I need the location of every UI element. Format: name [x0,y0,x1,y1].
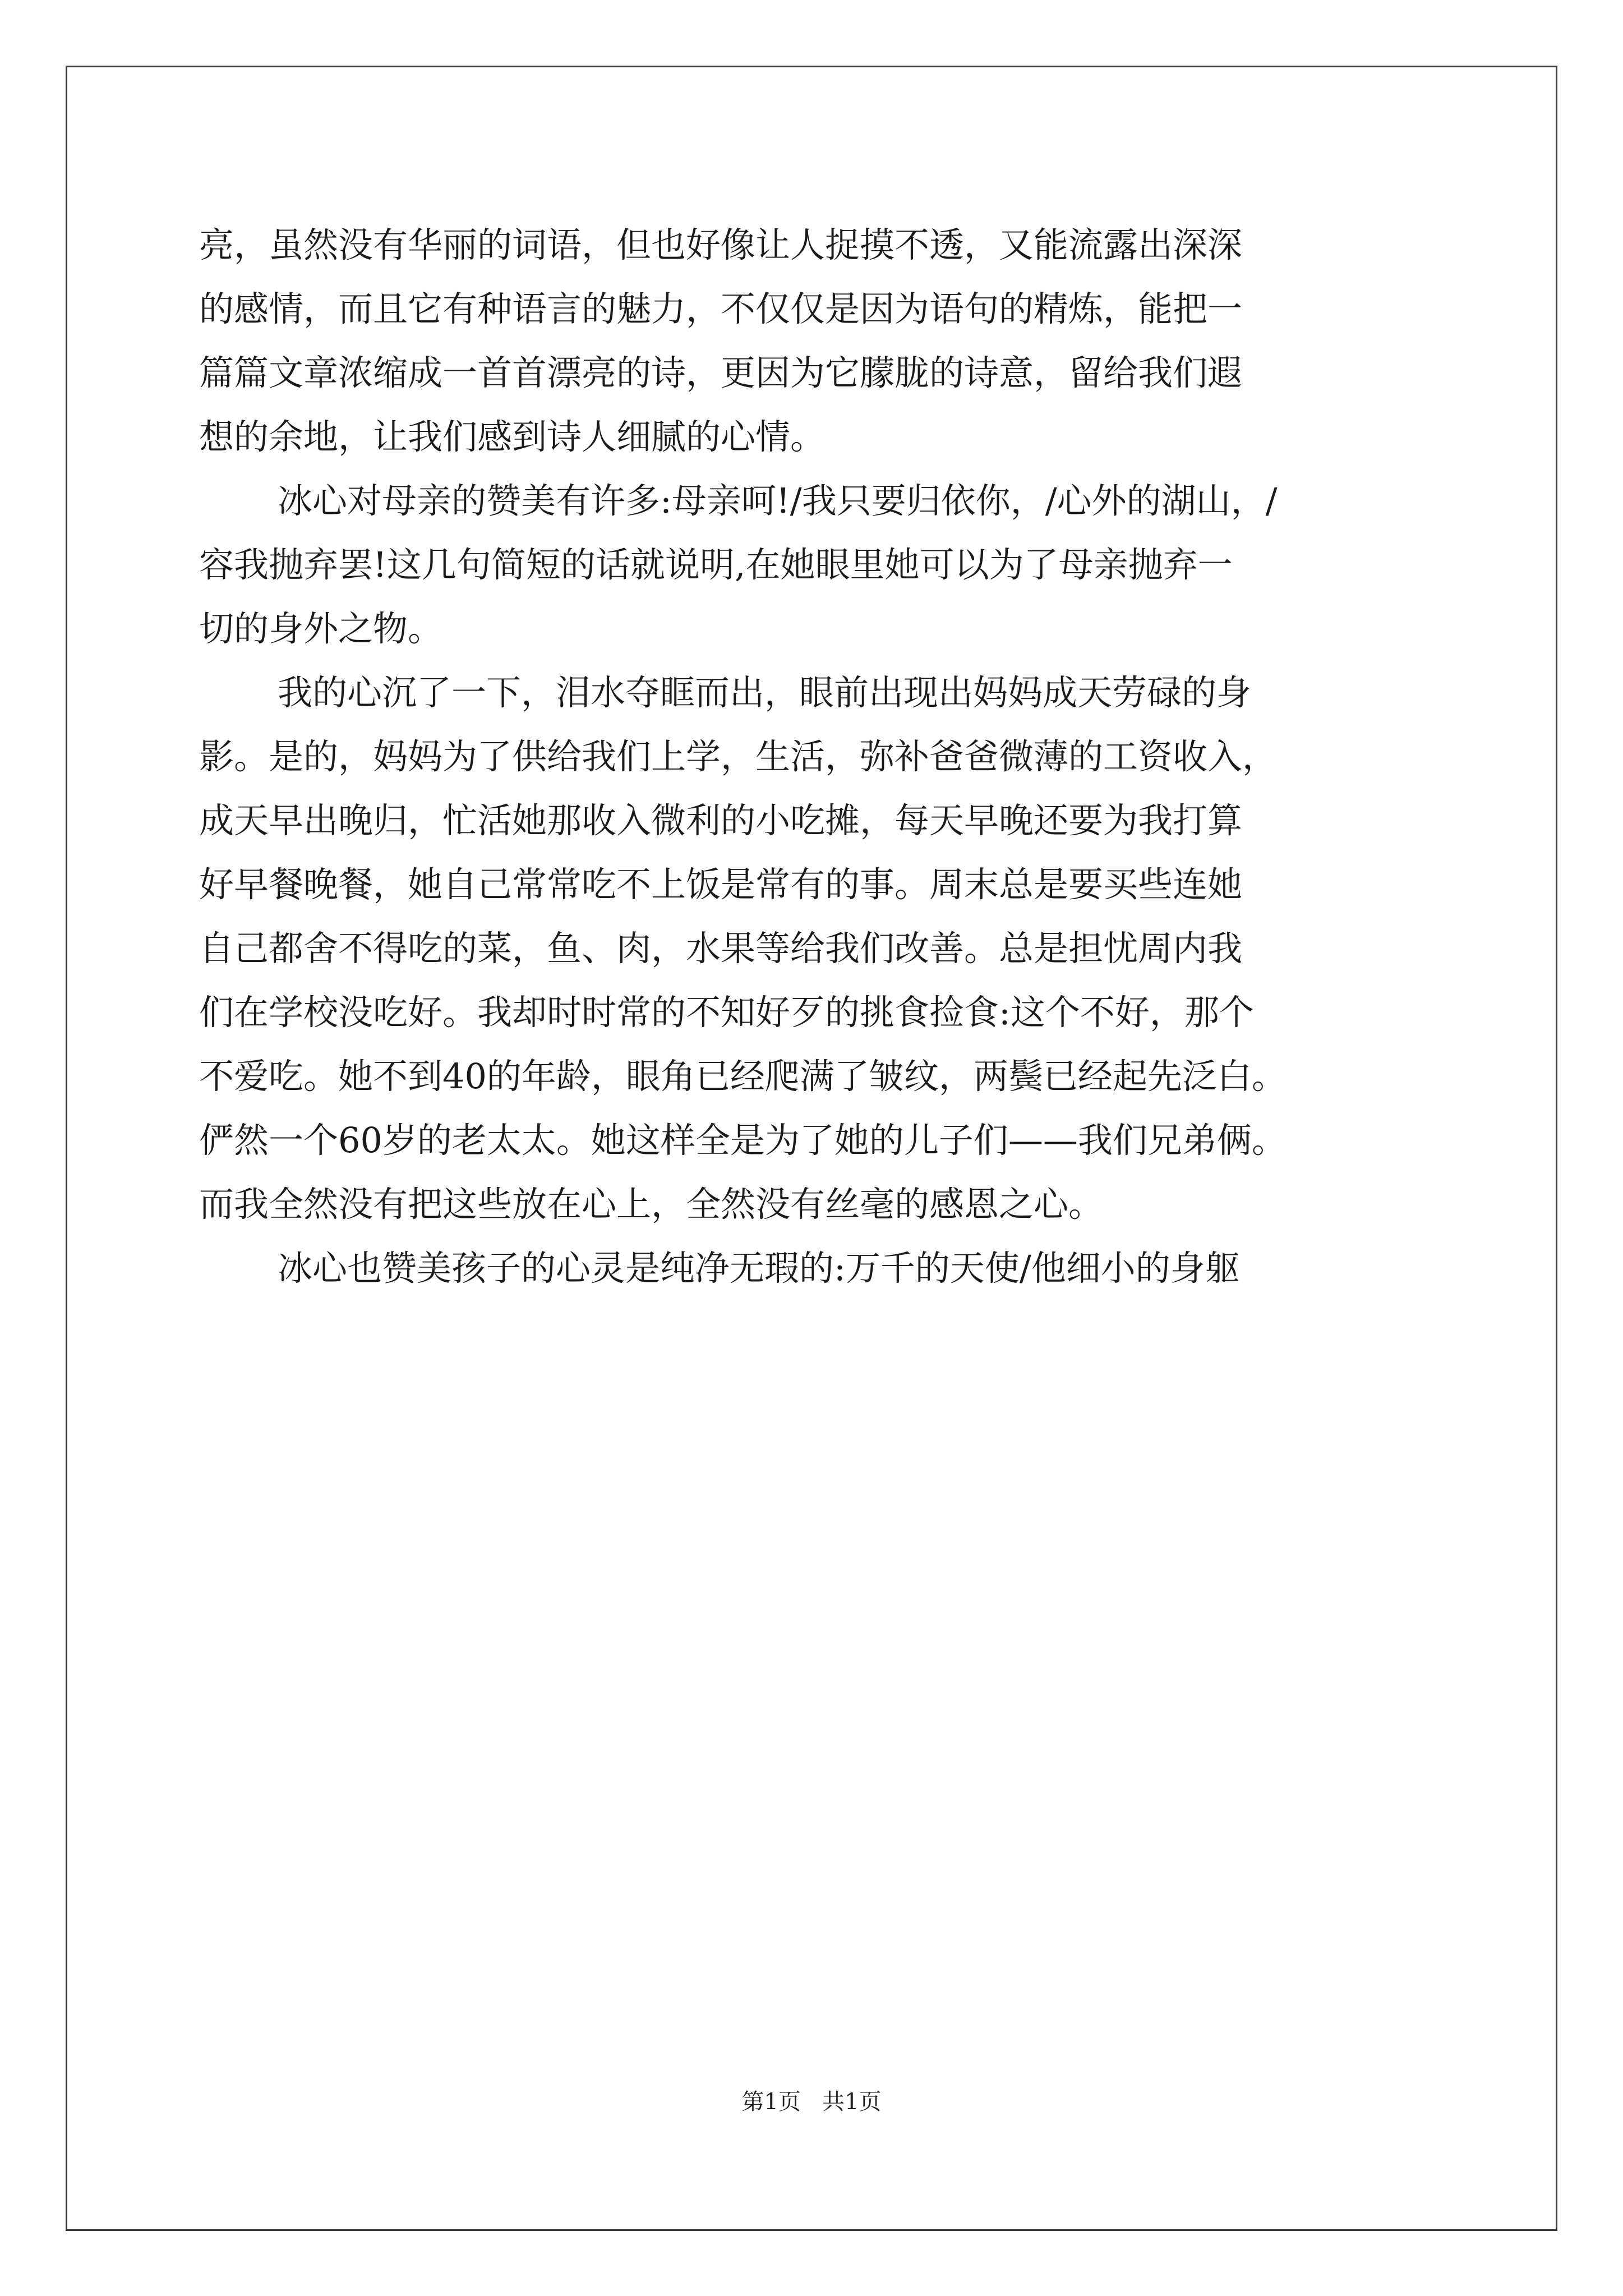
text-line: 好早餐晚餐，她自己常常吃不上饭是常有的事。周末总是要买些连她 [199,864,1243,905]
text-line: 冰心也赞美孩子的心灵是纯净无瑕的:万千的天使/他细小的身躯 [278,1248,1240,1289]
text-line: 篇篇文章浓缩成一首首漂亮的诗，更因为它朦胧的诗意，留给我们遐 [199,352,1243,393]
page-footer: 第1页 共1页 [741,2089,882,2115]
text-line: 冰心对母亲的赞美有许多:母亲呵!/我只要归依你，/心外的湖山，/ [278,480,1278,521]
text-line: 俨然一个60岁的老太太。她这样全是为了她的儿子们——我们兄弟俩。 [199,1120,1287,1161]
text-line: 成天早出晚归，忙活她那收入微利的小吃摊，每天早晚还要为我打算 [199,800,1243,841]
text-line: 想的余地，让我们感到诗人细腻的心情。 [199,416,826,457]
text-line: 亮，虽然没有华丽的词语，但也好像让人捉摸不透，又能流露出深深 [199,224,1243,265]
text-line: 自己都舍不得吃的菜，鱼、肉，水果等给我们改善。总是担忧周内我 [199,928,1243,969]
text-line: 而我全然没有把这些放在心上，全然没有丝毫的感恩之心。 [199,1184,1104,1225]
text-line: 不爱吃。她不到40的年龄，眼角已经爬满了皱纹，两鬓已经起先泛白。 [199,1056,1287,1097]
text-line: 的感情，而且它有种语言的魅力，不仅仅是因为语句的精炼，能把一 [199,288,1243,329]
text-line: 影。是的，妈妈为了供给我们上学，生活，弥补爸爸微薄的工资收入， [199,736,1278,777]
text-line: 容我抛弃罢!这几句简短的话就说明,在她眼里她可以为了母亲抛弃一 [199,544,1233,585]
text-line: 我的心沉了一下，泪水夺眶而出，眼前出现出妈妈成天劳碌的身 [278,672,1252,713]
text-line: 切的身外之物。 [199,608,443,649]
text-line: 们在学校没吃好。我却时时常的不知好歹的挑食捡食:这个不好，那个 [199,992,1254,1033]
document-body [199,213,1433,1300]
